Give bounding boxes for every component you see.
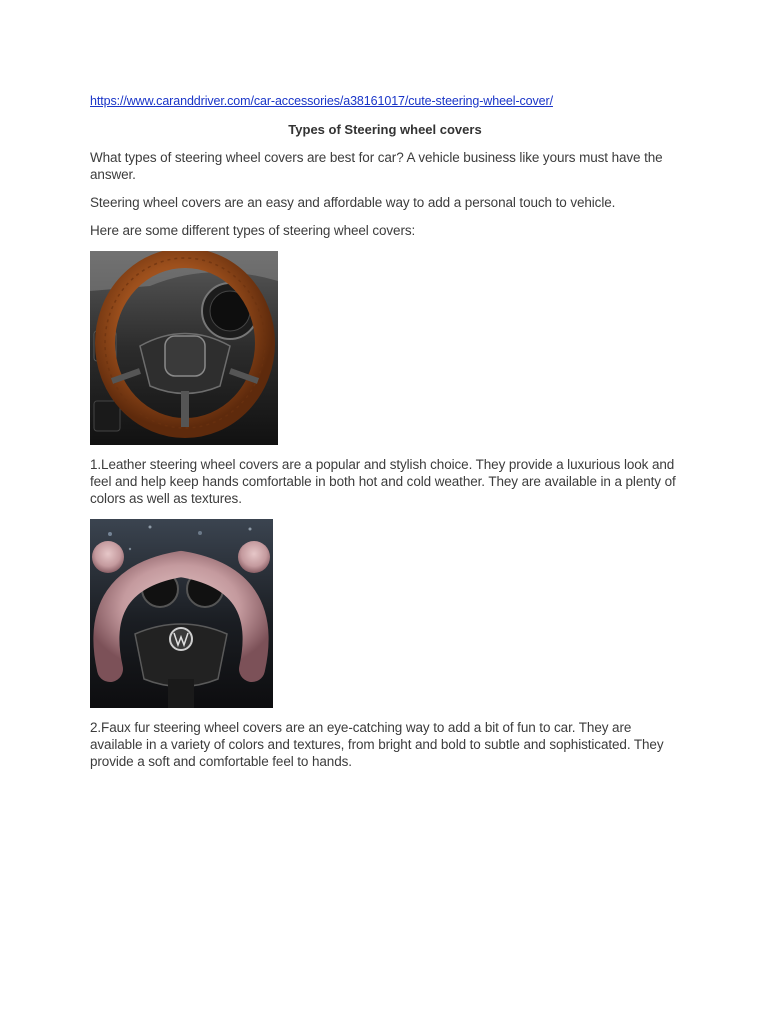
- faux-fur-cover-photo: [90, 519, 273, 708]
- intro-paragraph: What types of steering wheel covers are best for car? A vehicle business like yours must have the answer.: [90, 150, 663, 182]
- list-intro-paragraph: Here are some different types of steering wheel covers:: [90, 223, 416, 238]
- document-body: [90, 92, 680, 770]
- document-title: Types of Steering wheel covers: [288, 122, 482, 137]
- faux-fur-paragraph: 2.Faux fur steering wheel covers are an eye-catching way to add a bit of fun to car. They are available in a variety of colors and textures, from bright and bold to subtle and sophisticated. They provide a soft and comfortable feel to hands.: [90, 720, 664, 769]
- affordable-paragraph: Steering wheel covers are an easy and affordable way to add a personal touch to vehicle.: [90, 195, 616, 210]
- source-link[interactable]: https://www.caranddriver.com/car-accessories/a38161017/cute-steering-wheel-cover/: [90, 94, 553, 108]
- leather-paragraph: 1.Leather steering wheel covers are a popular and stylish choice. They provide a luxurious look and feel and help keep hands comfortable in both hot and cold weather. They are available in a plenty of colors as well as textures.: [90, 457, 676, 506]
- leather-cover-photo: [90, 251, 278, 445]
